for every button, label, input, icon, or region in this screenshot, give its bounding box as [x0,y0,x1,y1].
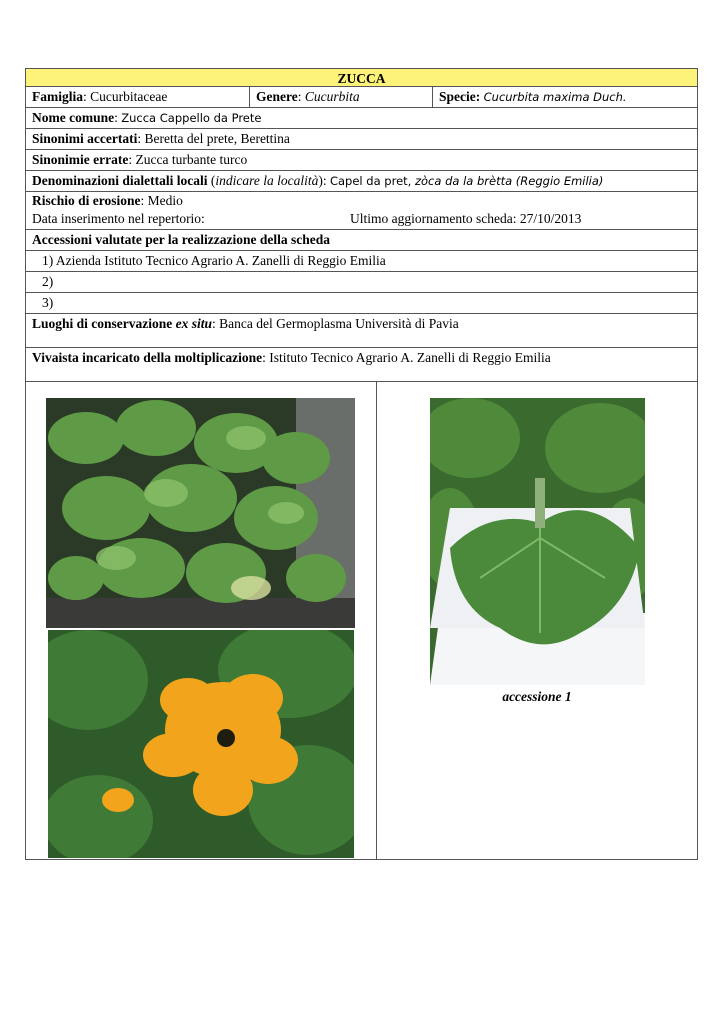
vivaista-label: Vivaista incaricato della moltiplicazione [32,350,263,365]
specie-label: Specie: [439,89,481,104]
accessione-item: 3) [25,293,698,314]
flower-photo [48,630,354,858]
genere-cell: Genere: Cucurbita [250,87,433,107]
denominazioni-value: Capel da pret, [329,174,415,188]
page-title: ZUCCA [25,68,698,87]
vivaista-value: Istituto Tecnico Agrario A. Zanelli di Reggio Emilia [269,350,551,365]
nome-comune-label: Nome comune [32,110,115,125]
denominazioni-hint-open: ( [207,173,216,188]
leaf-photo [430,398,645,685]
famiglia-label: Famiglia [32,89,83,104]
ultimo-aggiornamento: Ultimo aggiornamento scheda: 27/10/2013 [350,211,582,226]
accessioni-header [25,230,698,251]
sinonimi-accertati-value: Beretta del prete, Berettina [144,131,290,146]
genere-value: Cucurbita [304,89,360,104]
seedlings-photo [46,398,355,628]
famiglia-cell: Famiglia: Cucurbitaceae [26,87,250,107]
luoghi-row: Luoghi di conservazione ex situ: Banca del Germoplasma Università di Pavia [25,314,698,348]
sinonimi-accertati-row: Sinonimi accertati: Beretta del prete, Berettina [25,129,698,150]
data-inserimento: Data inserimento nel repertorio: [32,211,205,226]
luoghi-label: Luoghi di conservazione [32,316,176,331]
denominazioni-hint: indicare la località [215,173,319,188]
sinonimie-errate-label: Sinonimie errate [32,152,129,167]
photos-row [25,382,698,860]
rischio-dates-row [25,192,698,230]
nome-comune-value: Zucca Cappello da Prete [121,111,262,125]
photos-right [377,382,697,859]
rischio-value: Medio [147,193,183,208]
specie-value: Cucurbita maxima Duch. [483,90,627,104]
accessioni-label: Accessioni valutate per la realizzazione della scheda [32,232,330,247]
denominazioni-hint-close: ): [318,173,330,188]
nome-comune-row: Nome comune: Zucca Cappello da Prete [25,108,698,129]
rischio-line: Rischio di erosione: Medio [32,193,183,208]
denominazioni-label: Denominazioni dialettali locali [32,173,208,188]
photos-left [26,382,377,859]
luoghi-label-italic: ex situ [175,316,213,331]
denominazioni-row [25,171,698,192]
sinonimie-errate-row: Sinonimie errate: Zucca turbante turco [25,150,698,171]
scheda-table [25,68,698,860]
sinonimi-accertati-label: Sinonimi accertati [32,131,138,146]
denominazioni-value-italic: zòca da la brètta (Reggio Emilia) [414,174,604,188]
accessione-item: 2) [25,272,698,293]
photo-caption: accessione 1 [502,689,572,704]
classification-row [25,87,698,108]
genere-label: Genere [256,89,298,104]
dates-line [26,209,697,228]
luoghi-value: Banca del Germoplasma Università di Pavia [219,316,459,331]
sinonimie-errate-value: Zucca turbante turco [135,152,248,167]
accessione-item: 1) Azienda Istituto Tecnico Agrario A. Zanelli di Reggio Emilia [25,251,698,272]
rischio-label: Rischio di erosione [32,193,141,208]
vivaista-row: Vivaista incaricato della moltiplicazione: Istituto Tecnico Agrario A. Zanelli di Reggio Emilia [25,348,698,382]
famiglia-value: Cucurbitaceae [90,89,168,104]
specie-cell [433,87,697,107]
